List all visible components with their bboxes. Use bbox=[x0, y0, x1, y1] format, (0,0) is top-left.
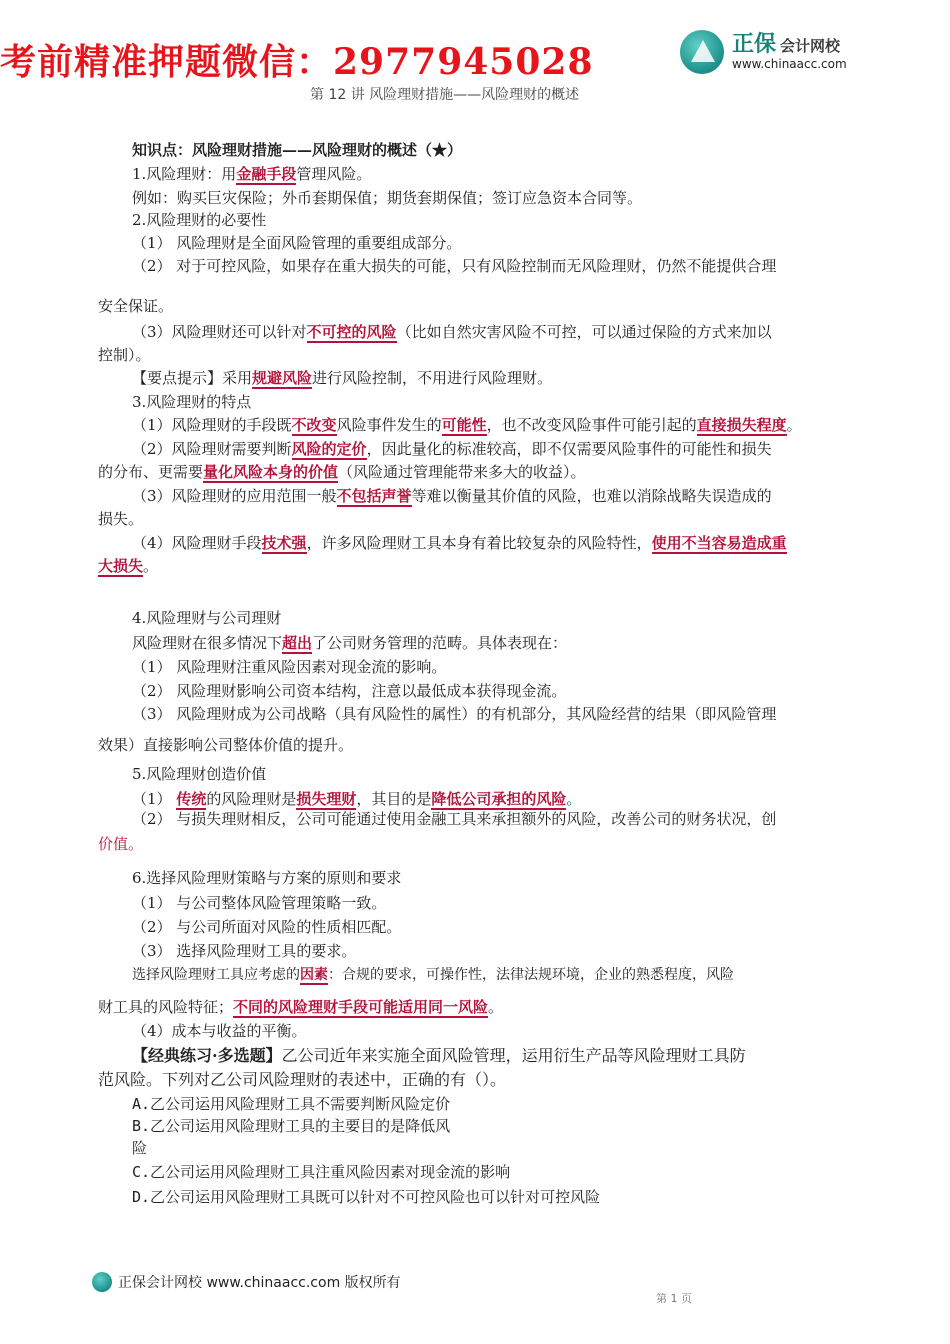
option-a[interactable]: A.乙公司运用风险理财工具不需要判断风险定价 bbox=[132, 1095, 451, 1113]
s6-title: 6.选择风险理财策略与方案的原则和要求 bbox=[132, 869, 402, 887]
logo-icon bbox=[680, 30, 724, 74]
s6-item-4: （4）成本与收益的平衡。 bbox=[132, 1022, 307, 1040]
s2-item-2: （2） 对于可控风险，如果存在重大损失的可能，只有风险控制而无风险理财，仍然不能提供合理 bbox=[132, 257, 777, 275]
s4-item-3: （3） 风险理财成为公司战略（具有风险性的属性）的有机部分，其风险经营的结果（即风险管理 bbox=[132, 705, 777, 723]
s4-item-2: （2） 风险理财影响公司资本结构，注意以最低成本获得现金流。 bbox=[132, 682, 567, 700]
s5-item-1: （1） 传统的风险理财是损失理财，其目的是降低公司承担的风险。 bbox=[132, 790, 582, 808]
s5-title: 5.风险理财创造价值 bbox=[132, 765, 267, 783]
knowledge-heading: 知识点：风险理财措施——风险理财的概述（★） bbox=[132, 141, 463, 159]
s5-item-2-cont: 价值。 bbox=[98, 835, 144, 853]
s6-item-3: （3） 选择风险理财工具的要求。 bbox=[132, 942, 357, 960]
s2-item-2-cont: 安全保证。 bbox=[98, 297, 174, 315]
s3-item-4: （4）风险理财手段技术强，许多风险理财工具本身有着比较复杂的风险特性，使用不当容易造成重 bbox=[132, 534, 787, 552]
logo-name: 正保 会计网校 bbox=[732, 32, 841, 58]
footer-copyright: 正保会计网校 www.chinaacc.com 版权所有 bbox=[118, 1275, 401, 1291]
promo-banner: 考前精准押题微信：2977945028 bbox=[0, 41, 594, 83]
option-b[interactable]: B.乙公司运用风险理财工具的主要目的是降低风 bbox=[132, 1117, 451, 1135]
s6-item-3-detail: 选择风险理财工具应考虑的因素：合规的要求，可操作性，法律法规环境，企业的熟悉程度，风险 bbox=[132, 967, 734, 983]
exercise-question: 【经典练习·多选题】乙公司近年来实施全面风险管理，运用衍生产品等风险理财工具防 bbox=[132, 1046, 746, 1065]
s6-item-1: （1） 与公司整体风险管理策略一致。 bbox=[132, 894, 387, 912]
s1-example: 例如：购买巨灾保险；外币套期保值；期货套期保值；签订应急资本合同等。 bbox=[132, 189, 643, 207]
s2-title: 2.风险理财的必要性 bbox=[132, 211, 267, 229]
logo-url: www.chinaacc.com bbox=[732, 56, 847, 71]
exercise-question-cont: 范风险。下列对乙公司风险理财的表述中，正确的有（）。 bbox=[98, 1070, 507, 1089]
option-c[interactable]: C.乙公司运用风险理财工具注重风险因素对现金流的影响 bbox=[132, 1163, 511, 1181]
s3-item-3: （3）风险理财的应用范围一般不包括声誉等难以衡量其价值的风险，也难以消除战略失误造成的 bbox=[132, 487, 772, 505]
brand-logo[interactable] bbox=[680, 30, 847, 74]
s5-item-2: （2） 与损失理财相反，公司可能通过使用金融工具来承担额外的风险，改善公司的财务状况，创 bbox=[132, 810, 777, 828]
s4-item-3-cont: 效果）直接影响公司整体价值的提升。 bbox=[98, 736, 354, 754]
s6-item-3-detail-cont: 财工具的风险特征；不同的风险理财手段可能适用同一风险。 bbox=[98, 998, 504, 1016]
s3-item-3-cont: 损失。 bbox=[98, 510, 144, 528]
s2-item-3: （3）风险理财还可以针对不可控的风险（比如自然灾害风险不可控，可以通过保险的方式来加以 bbox=[132, 323, 772, 341]
s3-item-4-cont: 大损失。 bbox=[98, 557, 159, 575]
s6-item-2: （2） 与公司所面对风险的性质相匹配。 bbox=[132, 918, 402, 936]
s4-title: 4.风险理财与公司理财 bbox=[132, 609, 282, 627]
option-b-cont: 险 bbox=[132, 1139, 148, 1157]
s4-intro: 风险理财在很多情况下超出了公司财务管理的范畴。具体表现在： bbox=[132, 634, 568, 652]
s3-item-2: （2）风险理财需要判断风险的定价，因此量化的标准较高，即不仅需要风险事件的可能性和损失 bbox=[132, 440, 772, 458]
s2-tip: 【要点提示】采用规避风险进行风险控制，不用进行风险理财。 bbox=[132, 369, 553, 387]
s2-item-1: （1） 风险理财是全面风险管理的重要组成部分。 bbox=[132, 234, 462, 252]
s2-item-3-cont: 控制）。 bbox=[98, 346, 151, 364]
s3-item-2-cont: 的分布、更需要量化风险本身的价值（风险通过管理能带来多大的收益）。 bbox=[98, 463, 586, 481]
page-number: 第 1 页 bbox=[656, 1292, 692, 1305]
footer-logo-icon bbox=[92, 1272, 112, 1292]
s3-title: 3.风险理财的特点 bbox=[132, 393, 252, 411]
footer bbox=[92, 1272, 401, 1292]
option-d[interactable]: D.乙公司运用风险理财工具既可以针对不可控风险也可以针对可控风险 bbox=[132, 1188, 601, 1206]
lecture-subheading: 第 12 讲 风险理财措施——风险理财的概述 bbox=[310, 87, 580, 103]
s1-definition: 1.风险理财：用金融手段管理风险。 bbox=[132, 165, 372, 183]
s4-item-1: （1） 风险理财注重风险因素对现金流的影响。 bbox=[132, 658, 447, 676]
s3-item-1: （1）风险理财的手段既不改变风险事件发生的可能性，也不改变风险事件可能引起的直接损失程度。 bbox=[132, 416, 802, 434]
